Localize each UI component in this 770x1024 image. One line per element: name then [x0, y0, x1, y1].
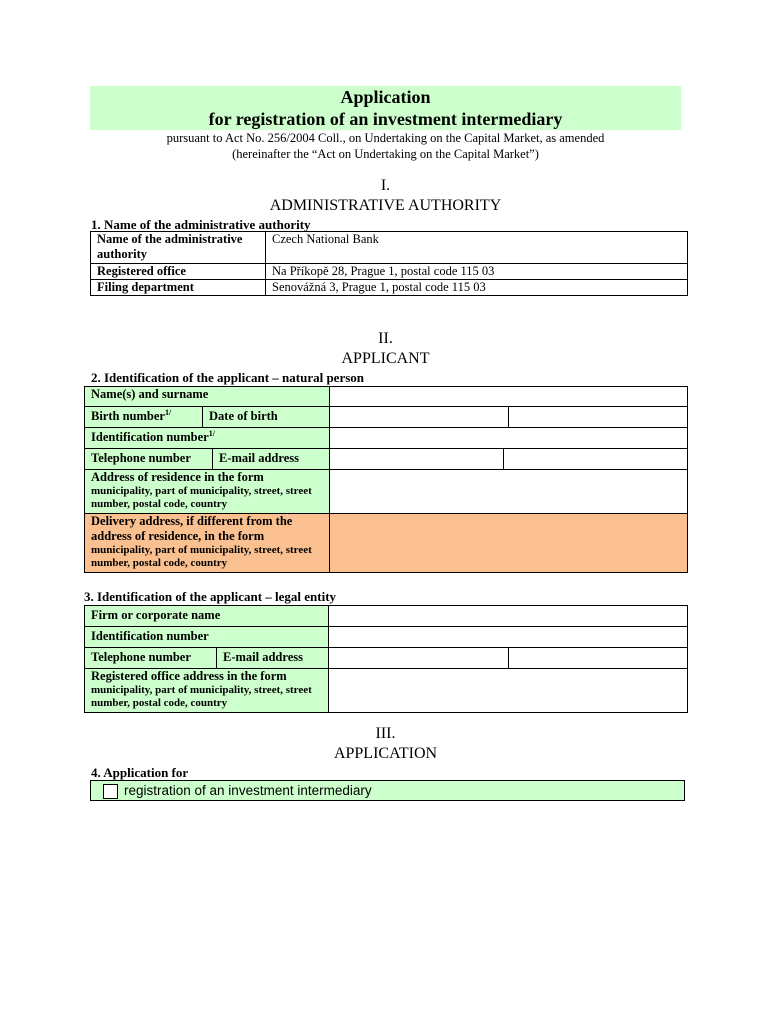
filing-department-label: Filing department	[91, 280, 266, 296]
names-field[interactable]	[330, 387, 688, 407]
registered-office-label: Registered office	[91, 264, 266, 280]
legal-entity-heading: 3. Identification of the applicant – legal entity	[84, 589, 337, 604]
application-option-row	[90, 780, 685, 801]
residence-label: Address of residence in the form municipality, part of municipality, street, street number, postal code, country	[85, 470, 330, 514]
section-1-number: I.	[380, 177, 391, 194]
subtitle-line2: (hereinafter the “Act on Undertaking on the Capital Market”)	[232, 147, 539, 161]
registered-office-value: Na Příkopě 28, Prague 1, postal code 115 03	[266, 264, 688, 280]
email-label: E-mail address	[213, 449, 330, 470]
table-row	[85, 669, 688, 713]
natural-person-heading: 2. Identification of the applicant – natural person	[91, 370, 365, 385]
authority-name-value: Czech National Bank	[266, 232, 688, 264]
le-id-label: Identification number	[85, 627, 329, 648]
le-email-label: E-mail address	[217, 648, 329, 669]
names-label: Name(s) and surname	[85, 387, 330, 407]
office-address-field[interactable]	[329, 669, 688, 713]
table-row	[85, 514, 688, 573]
section-2-number: II.	[378, 330, 393, 347]
birth-number-field[interactable]	[330, 407, 509, 428]
birth-number-label: Birth number$^{1/}$	[85, 407, 203, 428]
title-line1: Application	[340, 87, 431, 107]
table-row	[91, 280, 688, 296]
title-line2: for registration of an investment intermediary	[208, 109, 563, 129]
legal-entity-table	[84, 605, 688, 713]
delivery-field[interactable]	[330, 514, 688, 573]
table-row	[85, 606, 688, 627]
table-row	[85, 470, 688, 514]
firm-name-label: Firm or corporate name	[85, 606, 329, 627]
table-row	[85, 428, 688, 449]
registration-option-label: registration of an investment intermediary	[124, 783, 372, 798]
application-heading: 4. Application for	[91, 765, 189, 780]
authority-table	[90, 231, 688, 296]
subtitle-line1: pursuant to Act No. 256/2004 Coll., on Undertaking on the Capital Market, as amended	[166, 131, 605, 145]
section-1-heading: 1. Name of the administrative authority	[91, 217, 311, 232]
office-address-label: Registered office address in the form municipality, part of municipality, street, street number, postal code, country	[85, 669, 329, 713]
le-telephone-label: Telephone number	[85, 648, 217, 669]
filing-department-value: Senovážná 3, Prague 1, postal code 115 03	[266, 280, 688, 296]
natural-person-table	[84, 386, 688, 573]
table-row	[91, 264, 688, 280]
section-2-title: APPLICANT	[341, 350, 430, 367]
table-row	[85, 407, 688, 428]
date-of-birth-label: Date of birth	[203, 407, 330, 428]
le-id-field[interactable]	[329, 627, 688, 648]
id-number-label: Identification number$^{1/}$	[85, 428, 330, 449]
delivery-label: Delivery address, if different from the address of residence, in the form municipality, part of municipality, street, street number, postal code, country	[85, 514, 330, 573]
table-row	[91, 232, 688, 264]
le-email-field[interactable]	[509, 648, 688, 669]
residence-field[interactable]	[330, 470, 688, 514]
le-telephone-field[interactable]	[329, 648, 509, 669]
registration-checkbox[interactable]	[103, 784, 118, 799]
table-row	[85, 648, 688, 669]
telephone-field[interactable]	[330, 449, 504, 470]
date-of-birth-field[interactable]	[509, 407, 688, 428]
table-row	[85, 387, 688, 407]
title-banner	[90, 86, 681, 130]
section-3-number: III.	[375, 725, 396, 742]
id-number-field[interactable]	[330, 428, 688, 449]
section-3-title: APPLICATION	[333, 745, 438, 762]
table-row	[85, 449, 688, 470]
firm-name-field[interactable]	[329, 606, 688, 627]
section-1-title: ADMINISTRATIVE AUTHORITY	[269, 197, 502, 214]
authority-name-label: Name of the administrative authority	[91, 232, 266, 264]
email-field[interactable]	[504, 449, 688, 470]
table-row	[85, 627, 688, 648]
telephone-label: Telephone number	[85, 449, 213, 470]
